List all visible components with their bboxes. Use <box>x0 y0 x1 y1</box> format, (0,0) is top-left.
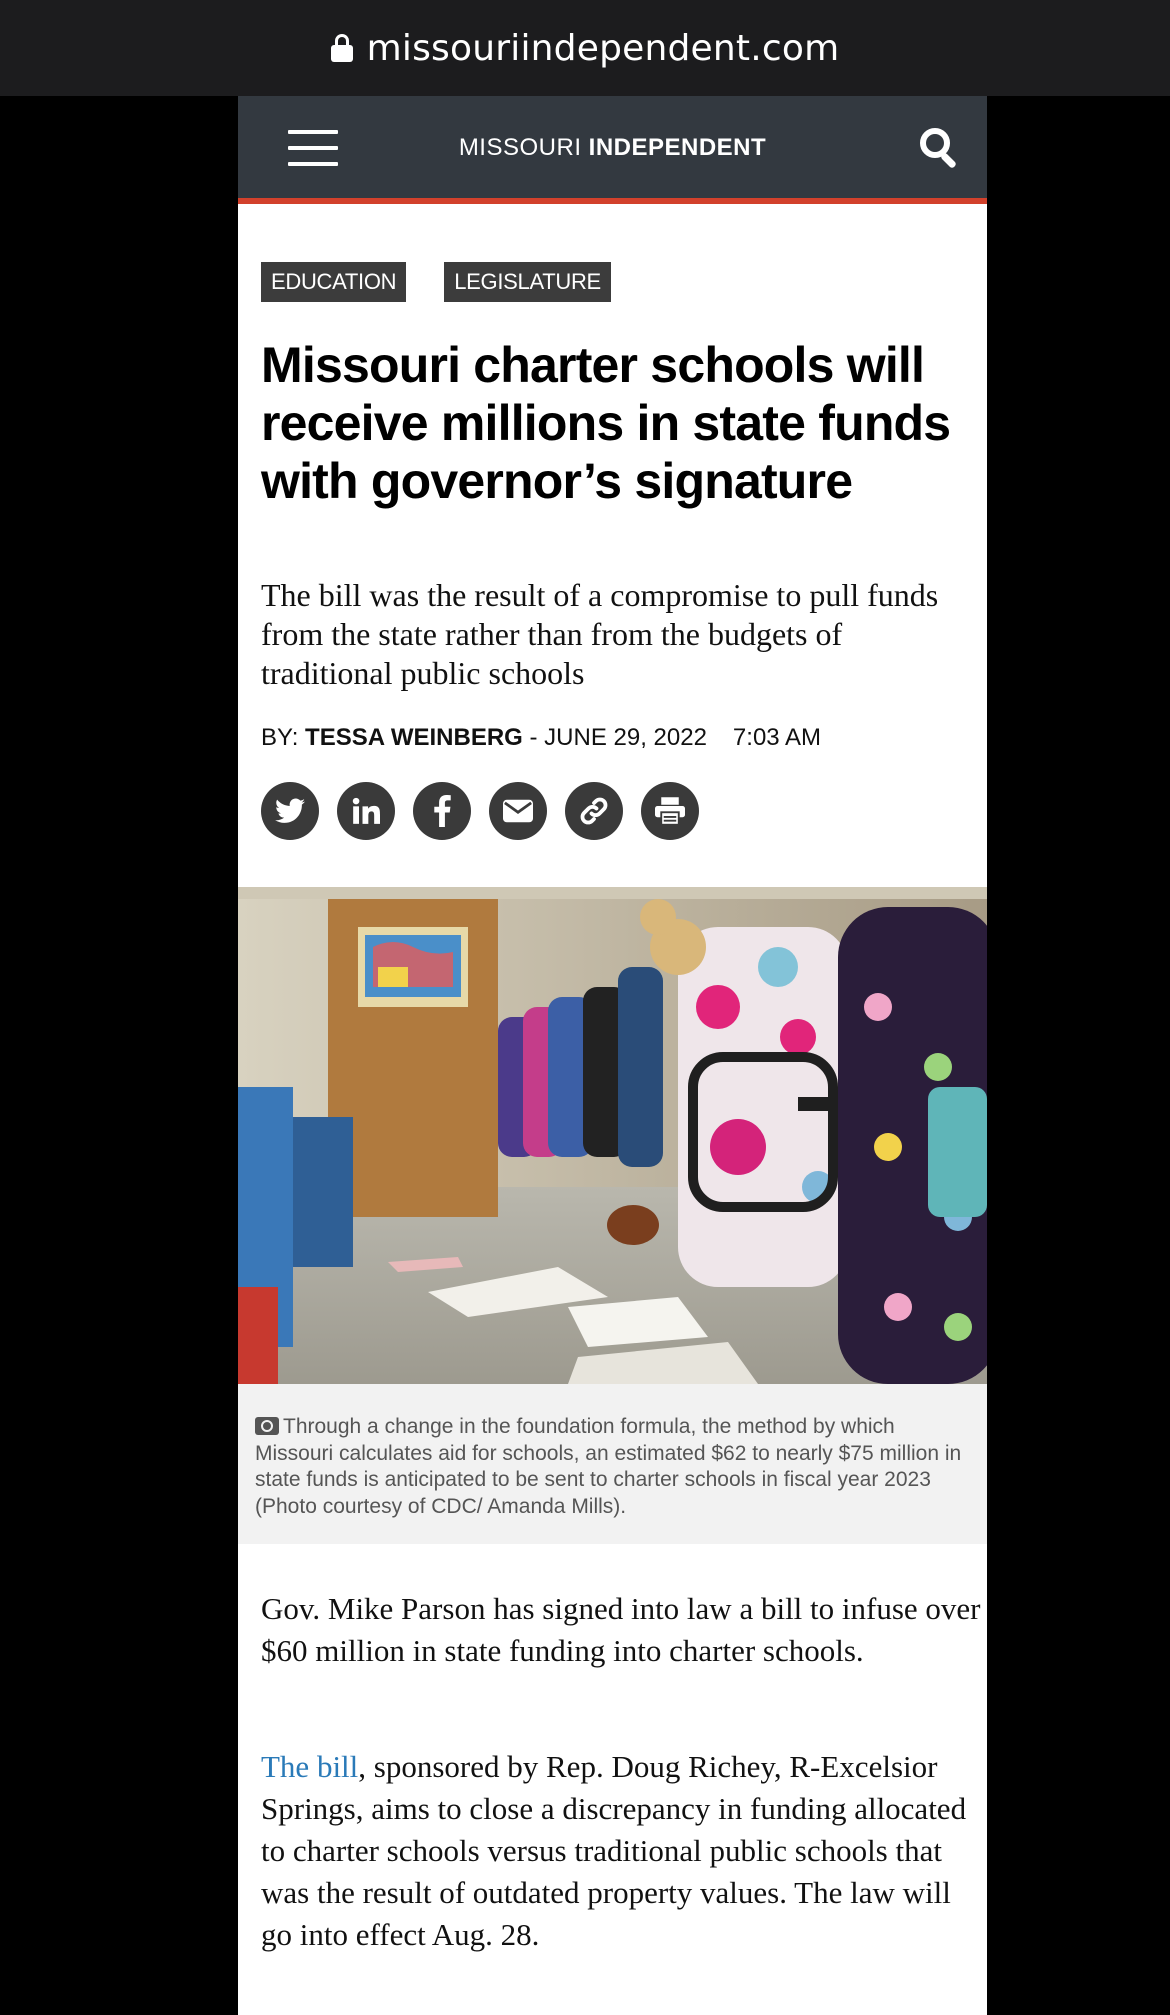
caption-text: Through a change in the foundation formula, the method by which Missouri calculates aid for schools, an estimated $62 to nearly $75 million in state funds is anticipated to be sent to charter schools in fiscal year 2023 (Photo courtesy of CDC/ Amanda Mills). <box>255 1415 962 1518</box>
article-headline: Missouri charter schools will receive millions in state funds with governor’s signature <box>261 337 951 509</box>
category-tags <box>261 262 611 302</box>
the-bill-link[interactable]: The bill <box>261 1749 359 1784</box>
article-photo-backpacks <box>238 887 987 1384</box>
camera-icon <box>255 1417 279 1435</box>
photo-caption <box>255 1414 975 1520</box>
url-text[interactable]: missouriindependent.com <box>366 27 840 69</box>
site-logo[interactable] <box>238 134 987 162</box>
body-paragraph-2 <box>261 1746 981 1956</box>
share-buttons <box>261 782 699 840</box>
link-icon[interactable] <box>565 782 623 840</box>
lock-icon <box>331 34 353 62</box>
linkedin-icon[interactable] <box>337 782 395 840</box>
publish-date: JUNE 29, 2022 <box>544 724 707 751</box>
article-subheadline: The bill was the result of a compromise to pull funds from the state rather than from the budgets of traditional public schools <box>261 577 939 691</box>
logo-text-independent: INDEPENDENT <box>588 134 767 161</box>
byline-prefix: BY: <box>261 724 306 751</box>
author-link[interactable]: TESSA WEINBERG <box>305 724 523 751</box>
print-icon[interactable] <box>641 782 699 840</box>
publish-time: 7:03 AM <box>732 724 821 751</box>
body-paragraph-2-text: , sponsored by Rep. Doug Richey, R-Excelsior Springs, aims to close a discrepancy in funding allocated to charter schools versus traditional public schools that was the result of outdated property values. The law will go into effect Aug. 28. <box>261 1749 967 1952</box>
tag-education[interactable]: EDUCATION <box>261 262 406 302</box>
photo-caption-area <box>238 1384 987 1544</box>
logo-text-missouri: MISSOURI <box>458 134 589 161</box>
search-icon[interactable] <box>920 128 962 170</box>
facebook-icon[interactable] <box>413 782 471 840</box>
byline <box>261 724 821 752</box>
email-icon[interactable] <box>489 782 547 840</box>
site-header <box>238 96 987 204</box>
date-separator: - <box>522 724 545 751</box>
tag-legislature[interactable]: LEGISLATURE <box>444 262 611 302</box>
browser-address-bar[interactable] <box>0 0 1170 96</box>
article-page <box>238 96 987 2015</box>
body-paragraph-1: Gov. Mike Parson has signed into law a bill to infuse over $60 million in state funding into charter schools. <box>261 1591 981 1668</box>
twitter-icon[interactable] <box>261 782 319 840</box>
